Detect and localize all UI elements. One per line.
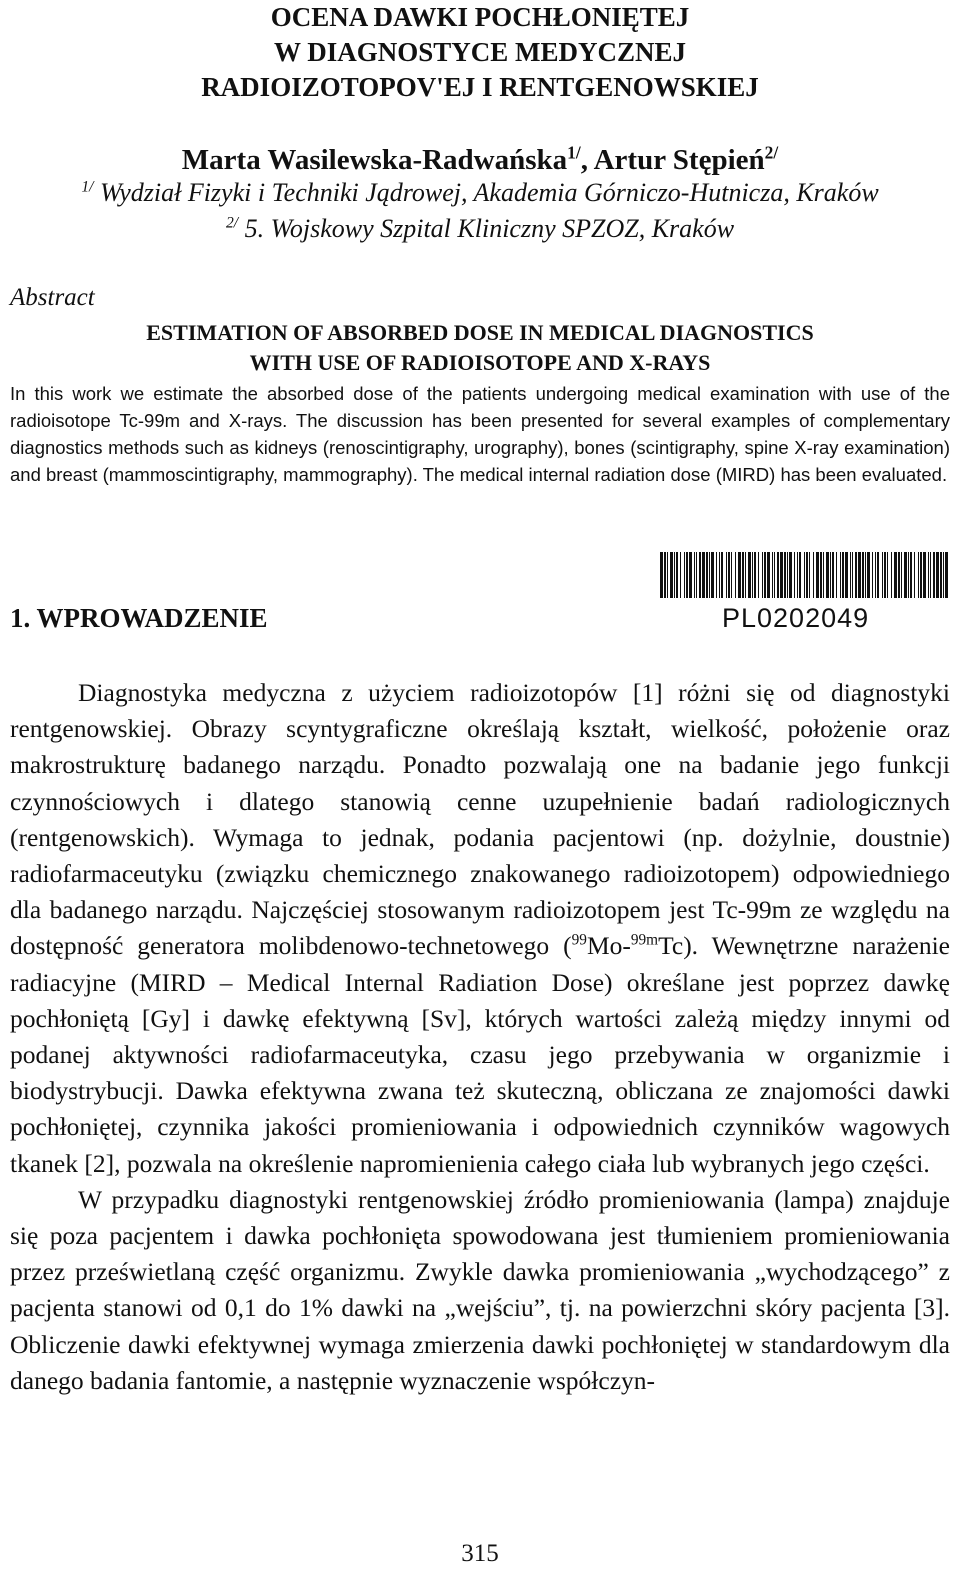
isotope-mass: 99m [630, 931, 659, 949]
barcode-image [660, 552, 948, 598]
isotope-mass: 99 [571, 931, 587, 949]
section-heading: 1. WPROWADZENIE [10, 603, 268, 633]
title-line: RADIOIZOTOPOV'EJ I RENTGENOWSKIEJ [201, 72, 759, 102]
affiliation-text: Wydział Fizyki i Techniki Jądrowej, Akademia Górniczo-Hutnicza, Kraków [99, 178, 879, 207]
affiliation-text: 5. Wojskowy Szpital Kliniczny SPZOZ, Kraków [244, 214, 735, 243]
page-number: 315 [461, 1540, 499, 1567]
abstract-text: In this work we estimate the absorbed dose of the patients undergoing medical examination with use of the radioisotope Tc-99m and X-rays. The discussion has been presented for several examples of complementary diagnostics methods such as kidneys (renoscintigraphy, urography), bones (scintigraphy, spine X-ray examination) and breast (mammoscintigraphy, mammography). The medical internal radiation dose (MIRD) has been evaluated. [10, 383, 950, 485]
body-text [10, 675, 950, 1399]
abstract-title-line: WITH USE OF RADIOISOTOPE AND X-RAYS [249, 350, 711, 375]
abstract-title [60, 318, 900, 378]
affiliation-mark: 2/ [764, 142, 779, 163]
body-paragraph [10, 675, 950, 1182]
author-separator: , [580, 144, 594, 176]
author-name: Marta Wasilewska-Radwańska [181, 144, 568, 176]
affiliation-mark: 1/ [81, 178, 94, 196]
isotope-symbol: Mo- [586, 931, 631, 961]
paper-title [60, 0, 900, 105]
author-line [0, 142, 960, 178]
report-number: PL0202049 [722, 603, 870, 633]
body-paragraph: W przypadku diagnostyki rentgenowskiej źródło promieniowania (lampa) znajduje się poza pacjentem i dawka pochłonięta spowodowana jest tłumieniem promieniowania przez prześwietlaną część organizmu. Zwykle dawka promieniowania „wychodzącego” z pacjenta stanowi od 0,1 do 1% dawki na „wejściu”, tj. na powierzchni skóry pacjenta [3]. Obliczenie dawki efektywnej wymaga zmierzenia dawki pochłoniętej w standardowym dla danego badania fantomie, a następnie wyznaczenie współczyn- [10, 1184, 950, 1395]
affiliation-mark: 1/ [567, 142, 581, 163]
author-name: Artur Stępień [593, 144, 765, 176]
title-line: W DIAGNOSTYCE MEDYCZNEJ [273, 37, 687, 67]
affiliation-mark: 2/ [225, 214, 239, 232]
title-line: OCENA DAWKI POCHŁONIĘTEJ [270, 2, 690, 32]
paragraph-text: Tc). Wewnętrzne narażenie radiacyjne (MIRD – Medical Internal Radiation Dose) określane jest poprzez dawkę pochłoniętą [Gy] i dawkę efektywną [Sv], których wartości zależą między innymi od podanej aktywności radiofarmaceutyka, czasu jego przebywania w organizmie i biodystrybucji. Dawka efektywna zwana też skuteczną, obliczana ze znajomości dawki pochłoniętej, czynnika jakości promieniowania i odpowiednich czynników wagowych tkanek [2], pozwala na określenie napromienienia całego ciała lub wybranych jego części. [10, 931, 950, 1178]
abstract-label: Abstract [10, 284, 95, 311]
abstract-title-line: ESTIMATION OF ABSORBED DOSE IN MEDICAL DIAGNOSTICS [146, 320, 814, 345]
affiliation [0, 178, 960, 208]
affiliation [0, 214, 960, 244]
paragraph-text: Diagnostyka medyczna z użyciem radioizotopów [1] różni się od diagnostyki rentgenowskiej. Obrazy scyntygraficzne określają kształt, wielkość, położenie oraz makrostrukturę badanego narządu. Ponadto pozwalają one na badanie jego funkcji czynnościowych i dlatego stanowią cenne uzupełnienie badań radiologicznych (rentgenowskich). Wymaga to jednak, podania pacjentowi (np. dożylnie, doustnie) radiofarmaceutyku (związku chemicznego znakowanego radioizotopem) odpowiedniego dla badanego narządu. Najczęściej stosowanym radioizotopem jest Tc-99m ze względu na dostępność generatora molibdenowo-technetowego ( [10, 678, 950, 961]
